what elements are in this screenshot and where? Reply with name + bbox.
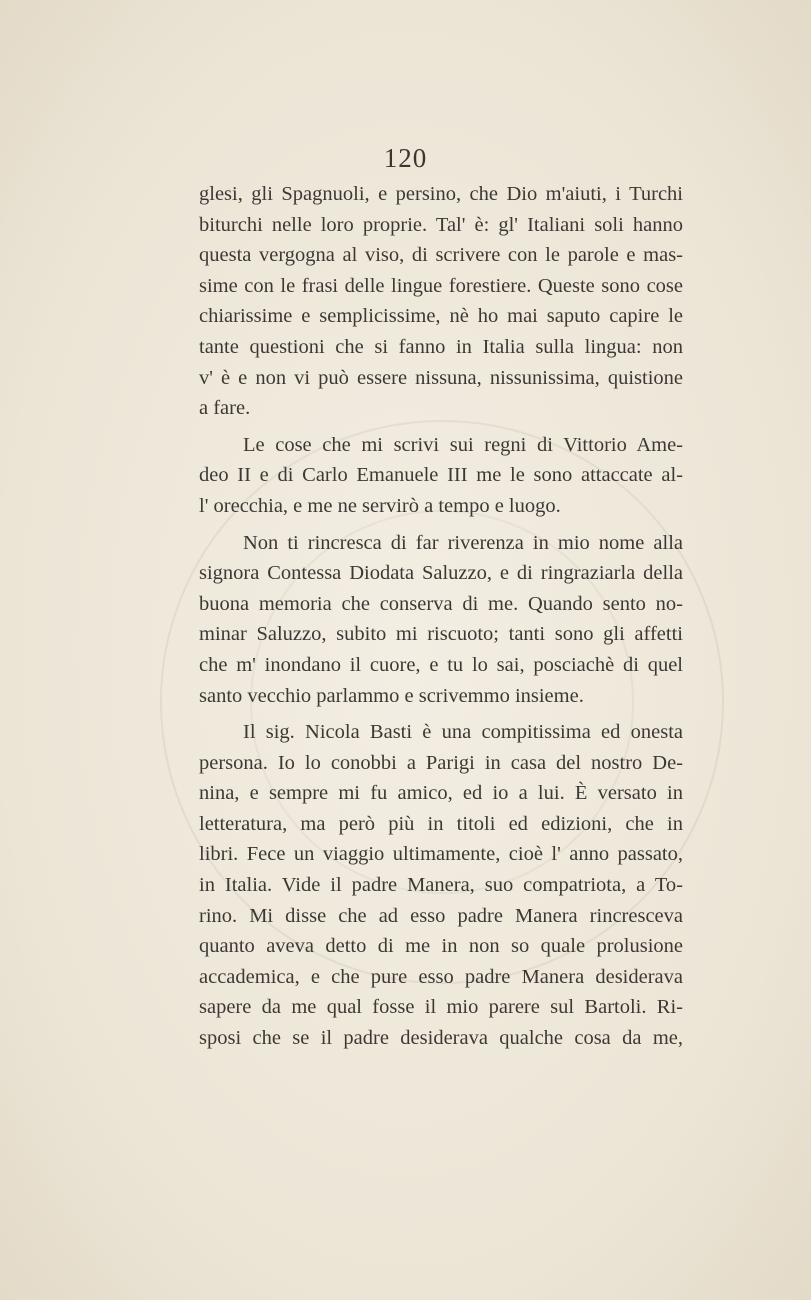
text-line: sposi che se il padre desiderava qualche cosa da me, bbox=[199, 1027, 683, 1050]
text-line: chiarissime e semplicissime, nè ho mai saputo capire le bbox=[199, 305, 683, 328]
text-line: in Italia. Vide il padre Manera, suo compatriota, a To- bbox=[199, 874, 683, 897]
text-line: santo vecchio parlammo e scrivemmo insieme. bbox=[199, 684, 584, 707]
text-line: glesi, gli Spagnuoli, e persino, che Dio m'aiuti, i Turchi bbox=[199, 183, 683, 205]
text-line: che m' inondano il cuore, e tu lo sai, posciachè di quel bbox=[199, 653, 683, 676]
text-line: buona memoria che conserva di me. Quando sento no- bbox=[199, 592, 683, 615]
text-line: tante questioni che si fanno in Italia sulla lingua: non bbox=[199, 335, 683, 358]
text-line: libri. Fece un viaggio ultimamente, cioè l' anno passato, bbox=[199, 843, 683, 866]
text-line: biturchi nelle loro proprie. Tal' è: gl' Italiani soli hanno bbox=[199, 213, 683, 236]
text-line: minar Saluzzo, subito mi riscuoto; tanti sono gli affetti bbox=[199, 623, 683, 646]
text-line: v' è e non vi può essere nissuna, nissunissima, quistione bbox=[199, 366, 683, 389]
text-line: a fare. bbox=[199, 397, 251, 420]
text-line: quanto aveva detto di me in non so quale prolusione bbox=[199, 935, 683, 958]
body-text bbox=[199, 179, 683, 1054]
text-line: Non ti rincresca di far riverenza in mio nome alla bbox=[243, 531, 683, 554]
paragraph bbox=[199, 717, 683, 1054]
text-line: Il sig. Nicola Basti è una compitissima ed onesta bbox=[243, 721, 683, 744]
text-line: signora Contessa Diodata Saluzzo, e di ringraziarla della bbox=[199, 562, 683, 585]
text-line: rino. Mi disse che ad esso padre Manera rincresceva bbox=[199, 904, 683, 927]
text-line: deo II e di Carlo Emanuele III me le sono attaccate al- bbox=[199, 464, 683, 487]
text-line: nina, e sempre mi fu amico, ed io a lui. È versato in bbox=[199, 782, 683, 805]
text-line: letteratura, ma però più in titoli ed edizioni, che in bbox=[199, 812, 683, 835]
text-line: Le cose che mi scrivi sui regni di Vittorio Ame- bbox=[243, 433, 683, 456]
text-line: accademica, e che pure esso padre Manera desiderava bbox=[199, 965, 683, 988]
paragraph bbox=[199, 528, 683, 712]
text-line: persona. Io lo conobbi a Parigi in casa del nostro De- bbox=[199, 751, 683, 774]
text-line: sapere da me qual fosse il mio parere sul Bartoli. Ri- bbox=[199, 996, 683, 1019]
page-number: 120 bbox=[383, 143, 428, 173]
text-line: questa vergogna al viso, di scrivere con le parole e mas- bbox=[199, 244, 683, 267]
paragraph bbox=[199, 430, 683, 522]
text-line: sime con le frasi delle lingue forestiere. Queste sono cose bbox=[199, 274, 683, 297]
paragraph bbox=[199, 179, 683, 424]
text-line: l' orecchia, e me ne servirò a tempo e luogo. bbox=[199, 494, 561, 517]
